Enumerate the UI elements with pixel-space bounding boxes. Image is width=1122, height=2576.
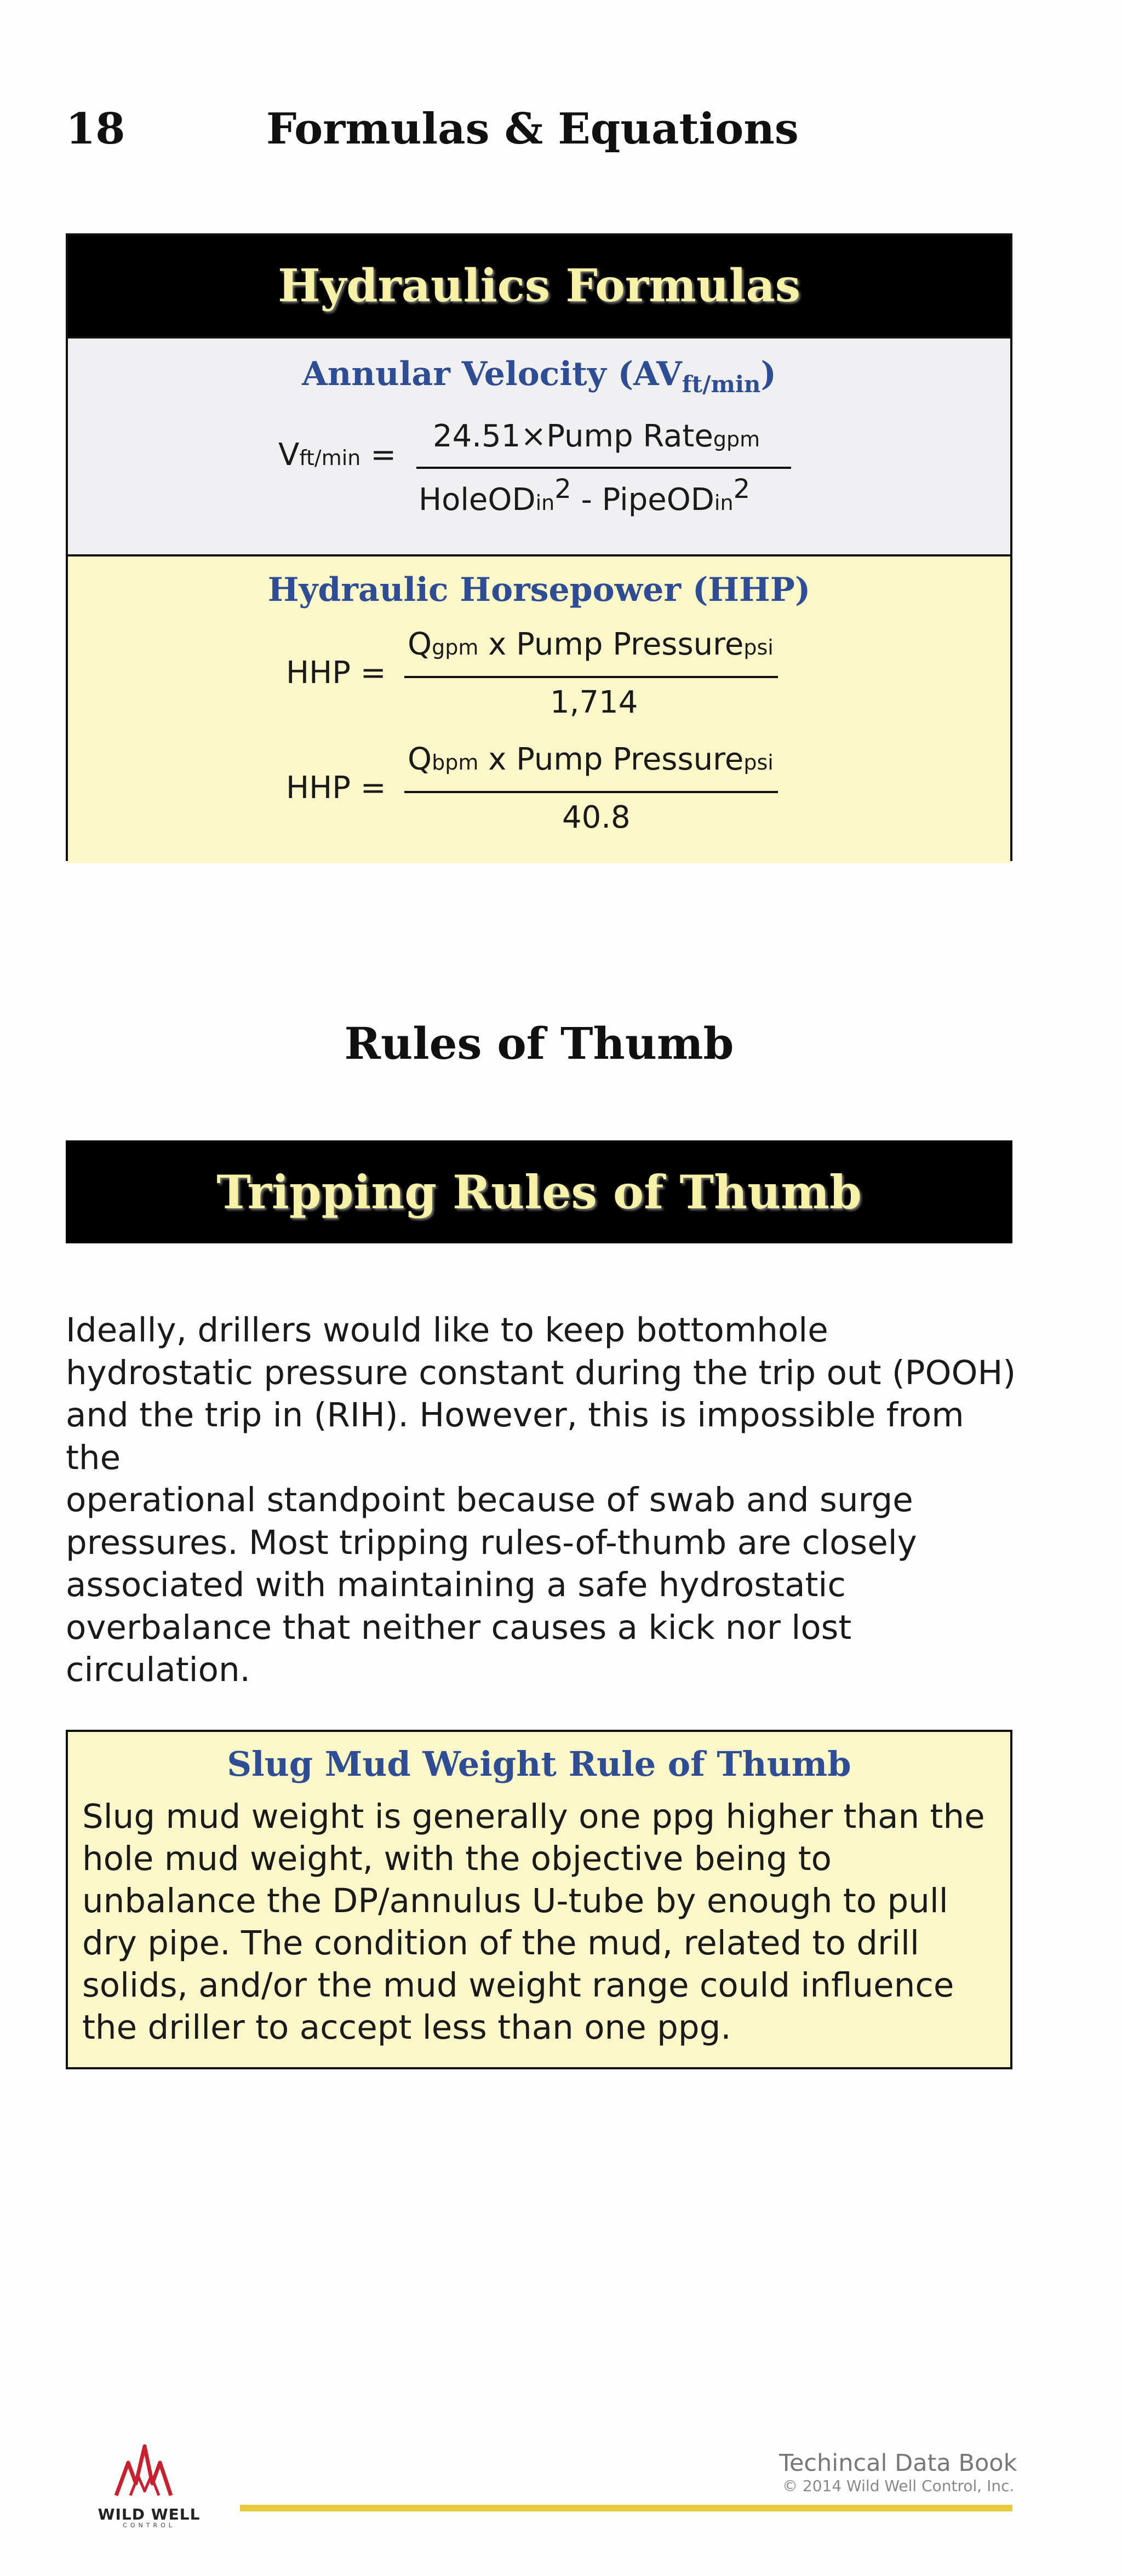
hhp-f2-mid: x Pump Pressure (478, 742, 744, 777)
page-number: 18 (66, 104, 125, 154)
annular-velocity-section (68, 336, 1010, 556)
slug-line: unbalance the DP/annulus U-tube by enough to pull (82, 1881, 948, 1920)
av-lhs-sub: ft/min (299, 446, 361, 470)
tripping-paragraph (66, 1309, 1019, 1691)
footer-book-title: Techincal Data Book (779, 2449, 1017, 2477)
av-den-a-sub: in (535, 491, 555, 515)
tripping-rules-heading: Tripping Rules of Thumb (66, 1140, 1012, 1243)
av-title-end: ) (760, 355, 776, 393)
paragraph-line: hydrostatic pressure constant during the trip out (POOH) (66, 1353, 1016, 1392)
av-title-sub: ft/min (682, 371, 761, 398)
paragraph-line: pressures. Most tripping rules-of-thumb are closely (66, 1523, 917, 1562)
hhp-f2-p-sub: psi (743, 750, 774, 774)
av-denominator (419, 474, 751, 518)
annular-velocity-title (68, 355, 1010, 398)
slug-line: Slug mud weight is generally one ppg higher than the (82, 1797, 985, 1836)
av-title-text: Annular Velocity (AV (302, 355, 682, 393)
av-num-sub: gpm (713, 427, 760, 451)
paragraph-line: Ideally, drillers would like to keep bottomhole (66, 1311, 828, 1350)
hhp-f1-mid: x Pump Pressure (478, 627, 744, 662)
hhp-f1-p-sub: psi (743, 635, 774, 659)
paragraph-line: overbalance that neither causes a kick nor lost (66, 1608, 852, 1647)
av-num-var: Pump Rate (546, 418, 713, 454)
paragraph-line: circulation. (66, 1650, 250, 1689)
av-den-minus: - PipeOD (581, 482, 714, 518)
hhp-f2-fraction-bar (404, 791, 778, 793)
hhp-f1-q: Q (408, 627, 432, 662)
slug-line: dry pipe. The condition of the mud, related to drill (82, 1924, 919, 1963)
paragraph-line: associated with maintaining a safe hydrostatic (66, 1565, 846, 1604)
paragraph-line: operational standpoint because of swab and surge (66, 1481, 913, 1519)
hydraulic-horsepower-section (68, 556, 1010, 863)
av-den-a-sup: 2 (554, 474, 571, 504)
hhp-f1-q-sub: gpm (432, 635, 479, 659)
logo-text: WILD WELL (98, 2505, 201, 2523)
av-numerator (433, 418, 760, 454)
hhp-f1-numerator (408, 627, 774, 662)
hydraulics-heading: Hydraulics Formulas (68, 236, 1010, 336)
hhp-title: Hydraulic Horsepower (HHP) (267, 571, 811, 609)
av-den-b-sup: 2 (733, 474, 751, 504)
av-equals: = (370, 437, 397, 473)
hhp-f2-q: Q (408, 742, 432, 777)
hhp-f2-q-sub: bpm (432, 750, 479, 774)
av-den-b-sub: in (714, 491, 734, 515)
footer-copyright: © 2014 Wild Well Control, Inc. (782, 2477, 1015, 2495)
av-den-a: HoleOD (419, 482, 536, 518)
slug-rule-title: Slug Mud Weight Rule of Thumb (227, 1744, 851, 1784)
flame-logo-icon (83, 2441, 215, 2506)
hhp-lhs-1: HHP = (286, 655, 386, 691)
av-lhs (278, 437, 396, 473)
hhp-f2-numerator (408, 742, 774, 777)
hydraulics-formulas-box (66, 233, 1012, 861)
slug-rule-text (82, 1795, 1003, 2049)
hhp-f2-denominator: 40.8 (562, 800, 631, 835)
av-fraction-bar (416, 467, 791, 469)
page-title: Formulas & Equations (266, 104, 799, 154)
av-num-const: 24.51× (433, 418, 547, 454)
slug-line: the driller to accept less than one ppg. (82, 2008, 731, 2047)
rules-of-thumb-title: Rules of Thumb (344, 1018, 734, 1069)
slug-line: hole mud weight, with the objective being to (82, 1839, 832, 1878)
av-lhs-var: V (278, 437, 300, 473)
paragraph-line: and the trip in (RIH). However, this is impossible from the (66, 1396, 964, 1477)
wild-well-logo (83, 2441, 215, 2528)
footer-accent-line (240, 2505, 1012, 2511)
hhp-lhs-2: HHP = (286, 770, 386, 806)
slug-rule-box (66, 1730, 1012, 2069)
hhp-f1-fraction-bar (404, 676, 778, 678)
hhp-f1-denominator: 1,714 (550, 685, 638, 720)
logo-subtext: CONTROL (123, 2522, 175, 2529)
slug-line: solids, and/or the mud weight range could influence (82, 1966, 954, 2005)
